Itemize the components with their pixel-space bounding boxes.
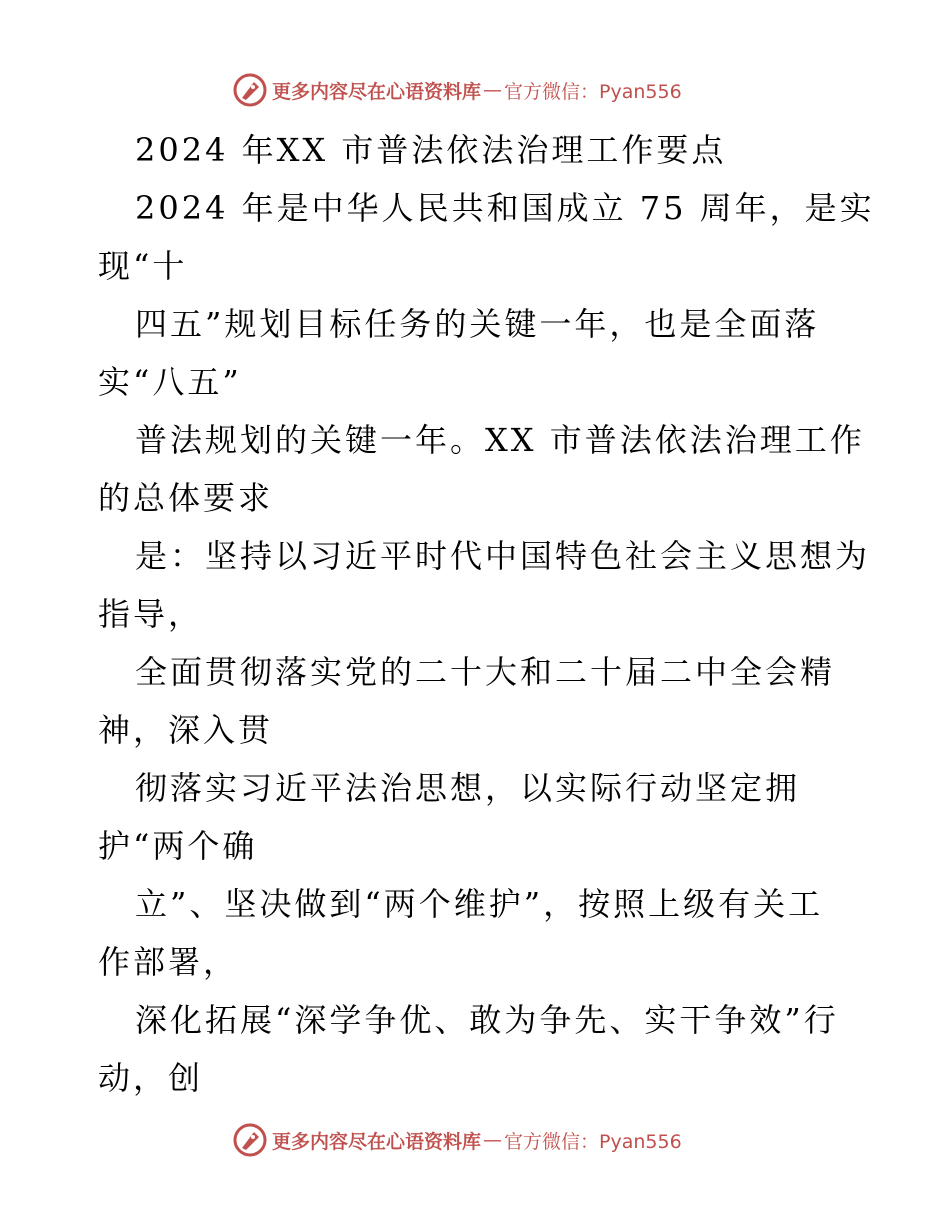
text-line: 护“两个确 (98, 827, 258, 865)
text-line: 的总体要求 (98, 479, 274, 517)
text-line: 现“十 (98, 247, 188, 285)
text-line: 2024 年是中华人民共和国成立 75 周年，是实 (135, 189, 875, 227)
document-title: 2024 年XX 市普法依法治理工作要点 (135, 131, 727, 169)
banner-separator: — (483, 1129, 503, 1151)
pen-nib-logo-icon (232, 1122, 268, 1158)
banner-separator: — (483, 79, 503, 101)
text-line: 四五”规划目标任务的关键一年，也是全面落 (135, 305, 820, 343)
banner-contact: 官方微信：Pyan556 (504, 1130, 682, 1153)
text-line: 普法规划的关键一年。XX 市普法依法治理工作 (135, 421, 865, 459)
text-line: 作部署， (98, 943, 239, 981)
text-line: 立”、坚决做到“两个维护”，按照上级有关工 (135, 885, 824, 923)
banner-title: 更多内容尽在心语资料库 (272, 1130, 482, 1153)
text-line: 彻落实习近平法治思想，以实际行动坚定拥 (135, 769, 801, 807)
text-line: 是：坚持以习近平时代中国特色社会主义思想为 (135, 537, 871, 575)
text-line: 指导， (98, 595, 204, 633)
banner-contact: 官方微信：Pyan556 (504, 80, 682, 103)
text-line: 实“八五” (98, 363, 242, 401)
text-line: 深化拓展“深学争优、敢为争先、实干争效”行 (135, 1001, 839, 1039)
header-banner (232, 70, 682, 110)
footer-banner (232, 1120, 682, 1160)
banner-title: 更多内容尽在心语资料库 (272, 80, 482, 103)
pen-nib-logo-icon (232, 72, 268, 108)
text-line: 神，深入贯 (98, 711, 274, 749)
text-line: 全面贯彻落实党的二十大和二十届二中全会精 (135, 653, 836, 691)
text-line: 动，创 (98, 1059, 204, 1097)
